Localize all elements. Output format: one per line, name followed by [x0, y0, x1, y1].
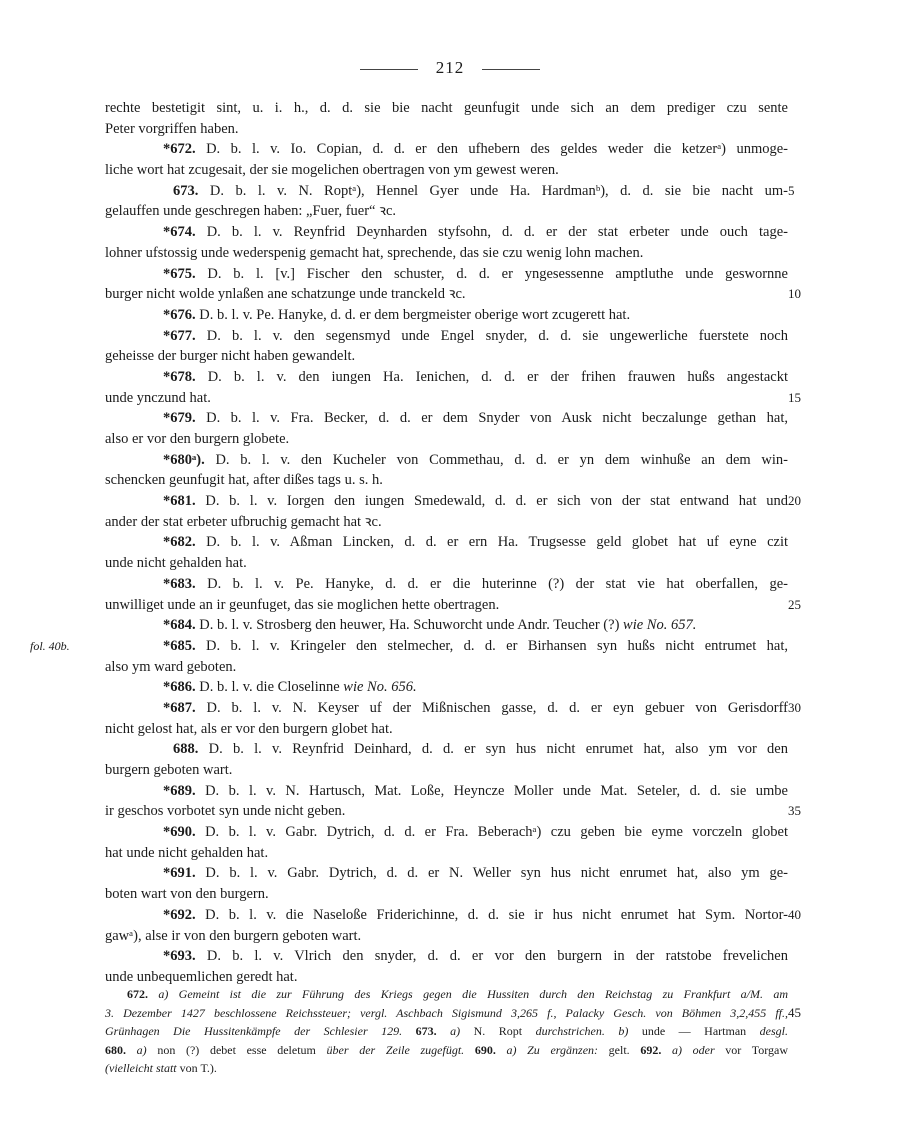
text-line: [105, 160, 788, 181]
text-line: [105, 926, 788, 947]
line-text: D. b. l. v. die Closelinne: [195, 679, 344, 696]
text-line: [105, 532, 788, 553]
text-line: [105, 491, 801, 512]
line-text: D. b. l. v. Reynfrid Deynharden styfsohn, d. d. er der stat erbeter unde ouch tage-: [195, 224, 788, 241]
text-line: [105, 677, 788, 698]
entry-number: *678.: [163, 368, 196, 385]
text-line: [105, 553, 788, 574]
footnote-segment: 692.: [629, 1042, 662, 1057]
line-text: D. b. l. v. Pe. Hanyke, d. d. er die huterinne (?) der stat vie hat oberfallen, ge-: [195, 575, 788, 592]
text-line: [105, 388, 801, 409]
entry-number: *685.: [163, 637, 196, 654]
line-text: lohner ufstossig unde wederspenig gemacht hat, sprechende, das sie czu wenig lohn machen.: [105, 244, 644, 261]
line-text: ander der stat erbeter ufbruchig gemacht hat ꝛc.: [105, 513, 382, 530]
cross-reference: wie No. 656.: [343, 679, 417, 696]
entry-number: *691.: [163, 865, 196, 882]
header-rule-right: [482, 69, 540, 70]
text-line: [105, 98, 788, 119]
line-number: 25: [788, 596, 801, 612]
entry-number: *674.: [163, 224, 196, 241]
text-line: [105, 470, 788, 491]
text-line: [105, 863, 788, 884]
footnote-segment: durchstrichen.: [535, 1024, 605, 1039]
line-number: 40: [788, 906, 801, 922]
entry-number: *677.: [163, 327, 196, 344]
entry-number: *683.: [163, 575, 196, 592]
text-line: [105, 119, 788, 140]
footnote-segment: a): [126, 1042, 147, 1057]
entry-number: *689.: [163, 782, 196, 799]
line-text: D. b. l. v. N. Keyser uf der Mißnischen gasse, d. d. er eyn gebuer von Gerisdorff: [195, 699, 788, 716]
line-text: rechte bestetigit sint, u. i. h., d. d. sie bie nacht geunfugit unde sich an dem prediger czu sente: [105, 100, 788, 116]
line-text: unwilliget unde an ir geunfuget, das sie moglichen hette obertragen.: [105, 596, 500, 613]
text-line: [30, 636, 788, 657]
line-text: also ym ward geboten.: [105, 658, 237, 675]
line-text: unde nicht gehalden hat.: [105, 555, 247, 572]
text-line: [105, 884, 788, 905]
entry-number: *675.: [163, 265, 196, 282]
line-text: burgern geboten wart.: [105, 762, 233, 778]
line-number: 45: [788, 1004, 801, 1020]
footnote-segment: 680.: [105, 1042, 126, 1057]
header-rule-left: [360, 69, 418, 70]
line-text: D. b. l. v. den iungen Ha. Ienichen, d. d. er der frihen frauwen hußs angestackt: [195, 368, 788, 385]
page-number: 212: [435, 58, 465, 77]
footnote-segment: 3. Dezember 1427 beschlossene Reichssteuer; vergl. Aschbach Sigismund 3,265 f., Palacky Gesch. von Böhmen 3,2,455 ff.,: [105, 1005, 788, 1020]
entry-number: *693.: [163, 948, 196, 965]
text-line: [105, 264, 788, 285]
footnote-segment: unde — Hartman: [628, 1024, 760, 1039]
footnote-segment: N. Ropt: [460, 1024, 536, 1039]
text-line: [105, 450, 788, 471]
footnote-segment: von T.).: [176, 1061, 217, 1076]
line-text: ir geschos vorbotet syn unde nicht geben.: [105, 803, 346, 820]
line-text: D. b. l. v. Strosberg den heuwer, Ha. Schuworcht unde Andr. Teucher (?): [195, 617, 624, 634]
footnote-segment: non (?) debet esse deletum: [146, 1042, 327, 1057]
text-line: [105, 843, 788, 864]
text-line: [105, 181, 795, 202]
line-text: gawᵃ), alse ir von den burgern geboten wart.: [105, 927, 362, 944]
line-text: D. b. l. v. N. Hartusch, Mat. Loße, Heyncze Moller unde Mat. Seteler, d. d. sie umbe: [195, 782, 788, 799]
text-line: [105, 801, 801, 822]
line-text: schencken geunfugit hat, after dißes tags u. s. h.: [105, 472, 383, 489]
text-line: [105, 408, 788, 429]
text-line: [105, 305, 788, 326]
text-line: [105, 595, 801, 616]
footnote-segment: 673.: [402, 1024, 437, 1039]
text-line: [105, 284, 801, 305]
text-line: [105, 905, 801, 926]
footnotes: [105, 985, 801, 1078]
line-text: D. b. l. v. Vlrich den snyder, d. d. er vor den burgern in der ratstobe frevelichen: [195, 948, 788, 965]
line-text: D. b. l. [v.] Fischer den schuster, d. d. er yngesessenne amptluthe unde geswornne: [195, 265, 788, 282]
entry-number: *686.: [163, 679, 196, 696]
entry-number: *687.: [163, 699, 196, 716]
line-text: also er vor den burgern globete.: [105, 431, 290, 447]
line-number: 15: [788, 389, 801, 405]
entry-number: 673.: [173, 182, 199, 199]
line-text: gelauffen unde geschregen haben: „Fuer, fuer“ ꝛc.: [105, 203, 397, 220]
text-line: [105, 512, 788, 533]
line-text: burger nicht wolde ynlaßen ane schatzunge unde tranckeld ꝛc.: [105, 286, 466, 303]
entry-number: *684.: [163, 617, 196, 634]
line-text: nicht gelost hat, als er vor den burgern globet hat.: [105, 720, 393, 737]
line-text: D. b. l. v. N. Roptᵃ), Hennel Gyer unde Ha. Hardmanᵇ), d. d. sie bie nacht um-: [198, 182, 788, 199]
text-line: [105, 615, 788, 636]
text-line: [105, 243, 788, 264]
text-line: [105, 657, 788, 678]
footnote-segment: a) Gemeint ist die zur Führung des Kriegs gegen die Hussiten durch den Reichstag zu Frankfurt a/M. am: [148, 987, 788, 1001]
entry-number: 688.: [173, 741, 199, 758]
footnote-segment: gelt.: [598, 1042, 630, 1057]
footnote-segment: (vielleicht statt: [105, 1061, 177, 1076]
line-text: boten wart von den burgern.: [105, 886, 269, 903]
line-text: D. b. l. v. Pe. Hanyke, d. d. er dem bergmeister oberige wort zcugerett hat.: [195, 306, 631, 323]
text-line: [105, 698, 801, 719]
line-number: 10: [788, 286, 801, 302]
entry-number: *682.: [163, 534, 196, 551]
line-text: D. b. l. v. Fra. Becker, d. d. er dem Snyder von Ausk nicht beczalunge gethan hat,: [195, 410, 788, 427]
folio-margin-note: fol. 40b.: [30, 638, 70, 653]
line-text: hat unde nicht gehalden hat.: [105, 844, 269, 861]
line-text: D. b. l. v. Iorgen den iungen Smedewald, d. d. er sich von der stat entwand hat und: [195, 493, 788, 510]
line-text: geheisse der burger nicht haben gewandelt.: [105, 348, 356, 365]
entry-number: *692.: [163, 906, 196, 923]
text-line: [105, 367, 788, 388]
line-text: unde ynczund hat.: [105, 389, 211, 406]
text-line: [105, 222, 788, 243]
footnote-segment: Grünhagen Die Hussitenkämpfe der Schlesier 129.: [105, 1024, 403, 1039]
line-text: D. b. l. v. Kringeler den stelmecher, d. d. er Birhansen syn hußs nicht entrumet hat,: [195, 637, 788, 654]
footnote-segment: desgl.: [759, 1024, 789, 1039]
text-line: [105, 781, 788, 802]
footnote-line: [105, 1041, 788, 1060]
entry-number: *680ᵃ).: [163, 451, 205, 468]
footnote-segment: a) oder: [661, 1042, 715, 1057]
footnote-segment: a): [436, 1024, 461, 1039]
line-text: Peter vorgriffen haben.: [105, 120, 239, 137]
line-text: unde unbequemlichen geredt hat.: [105, 968, 298, 985]
line-text: D. b. l. v. Io. Copian, d. d. er den ufhebern des geldes weder die ketzerᵃ) unmoge-: [195, 141, 788, 158]
text-line: [105, 429, 788, 450]
line-number: 20: [788, 493, 801, 509]
text-line: [105, 760, 788, 781]
line-text: D. b. l. v. Reynfrid Deinhard, d. d. er syn hus nicht enrumet hat, also ym vor den: [198, 741, 788, 758]
footnote-segment: vor Torgaw: [714, 1042, 788, 1057]
line-text: D. b. l. v. den Kucheler von Commethau, d. d. er yn dem winhuße an dem win-: [204, 451, 788, 468]
entry-number: *672.: [163, 141, 196, 158]
footnote-line: [105, 1004, 801, 1023]
line-number: 30: [788, 699, 801, 715]
line-text: D. b. l. v. Aßman Lincken, d. d. er ern Ha. Trugsesse geld globet hat uf eyne czit: [195, 534, 788, 551]
line-number: 35: [788, 803, 801, 819]
footnote-line: [105, 1059, 788, 1078]
line-text: D. b. l. v. die Naseloße Friderichinne, d. d. sie ir hus nicht enrumet hat Sym. Nortor-: [195, 906, 788, 923]
entry-number: *690.: [163, 824, 196, 841]
footnote-segment: über der Zeile zugefügt.: [326, 1042, 465, 1057]
entry-number: *679.: [163, 410, 196, 427]
footnote-segment: a) Zu ergänzen:: [495, 1042, 599, 1057]
footnote-line: [105, 1022, 788, 1041]
line-text: D. b. l. v. Gabr. Dytrich, d. d. er Fra. Beberachᵃ) czu geben bie eyme vorczeln globet: [195, 824, 788, 841]
entry-number: *676.: [163, 306, 196, 323]
text-line: [105, 719, 788, 740]
cross-reference: wie No. 657.: [623, 617, 697, 634]
text-line: [105, 201, 788, 222]
text-line: [105, 139, 788, 160]
footnote-segment: 672.: [127, 987, 148, 1001]
page-header: [0, 58, 900, 78]
footnote-line: [105, 985, 788, 1004]
line-text: liche wort hat zcugesait, der sie mogelichen obertragen von ym gewest weren.: [105, 162, 559, 179]
footnote-segment: 690.: [464, 1042, 496, 1057]
text-line: [105, 346, 788, 367]
footnote-segment: b): [604, 1024, 629, 1039]
line-number: 5: [788, 182, 795, 198]
text-line: [105, 822, 788, 843]
line-text: D. b. l. v. Gabr. Dytrich, d. d. er N. Weller syn hus nicht enrumet hat, also ym ge-: [195, 865, 788, 882]
text-line: [105, 574, 788, 595]
text-line: [105, 946, 788, 967]
entry-number: *681.: [163, 493, 196, 510]
line-text: D. b. l. v. den segensmyd unde Engel snyder, d. d. sie ungewerliche fuerstete noch: [195, 327, 788, 344]
text-line: [105, 326, 788, 347]
text-line: [105, 739, 788, 760]
main-text: [30, 98, 801, 988]
